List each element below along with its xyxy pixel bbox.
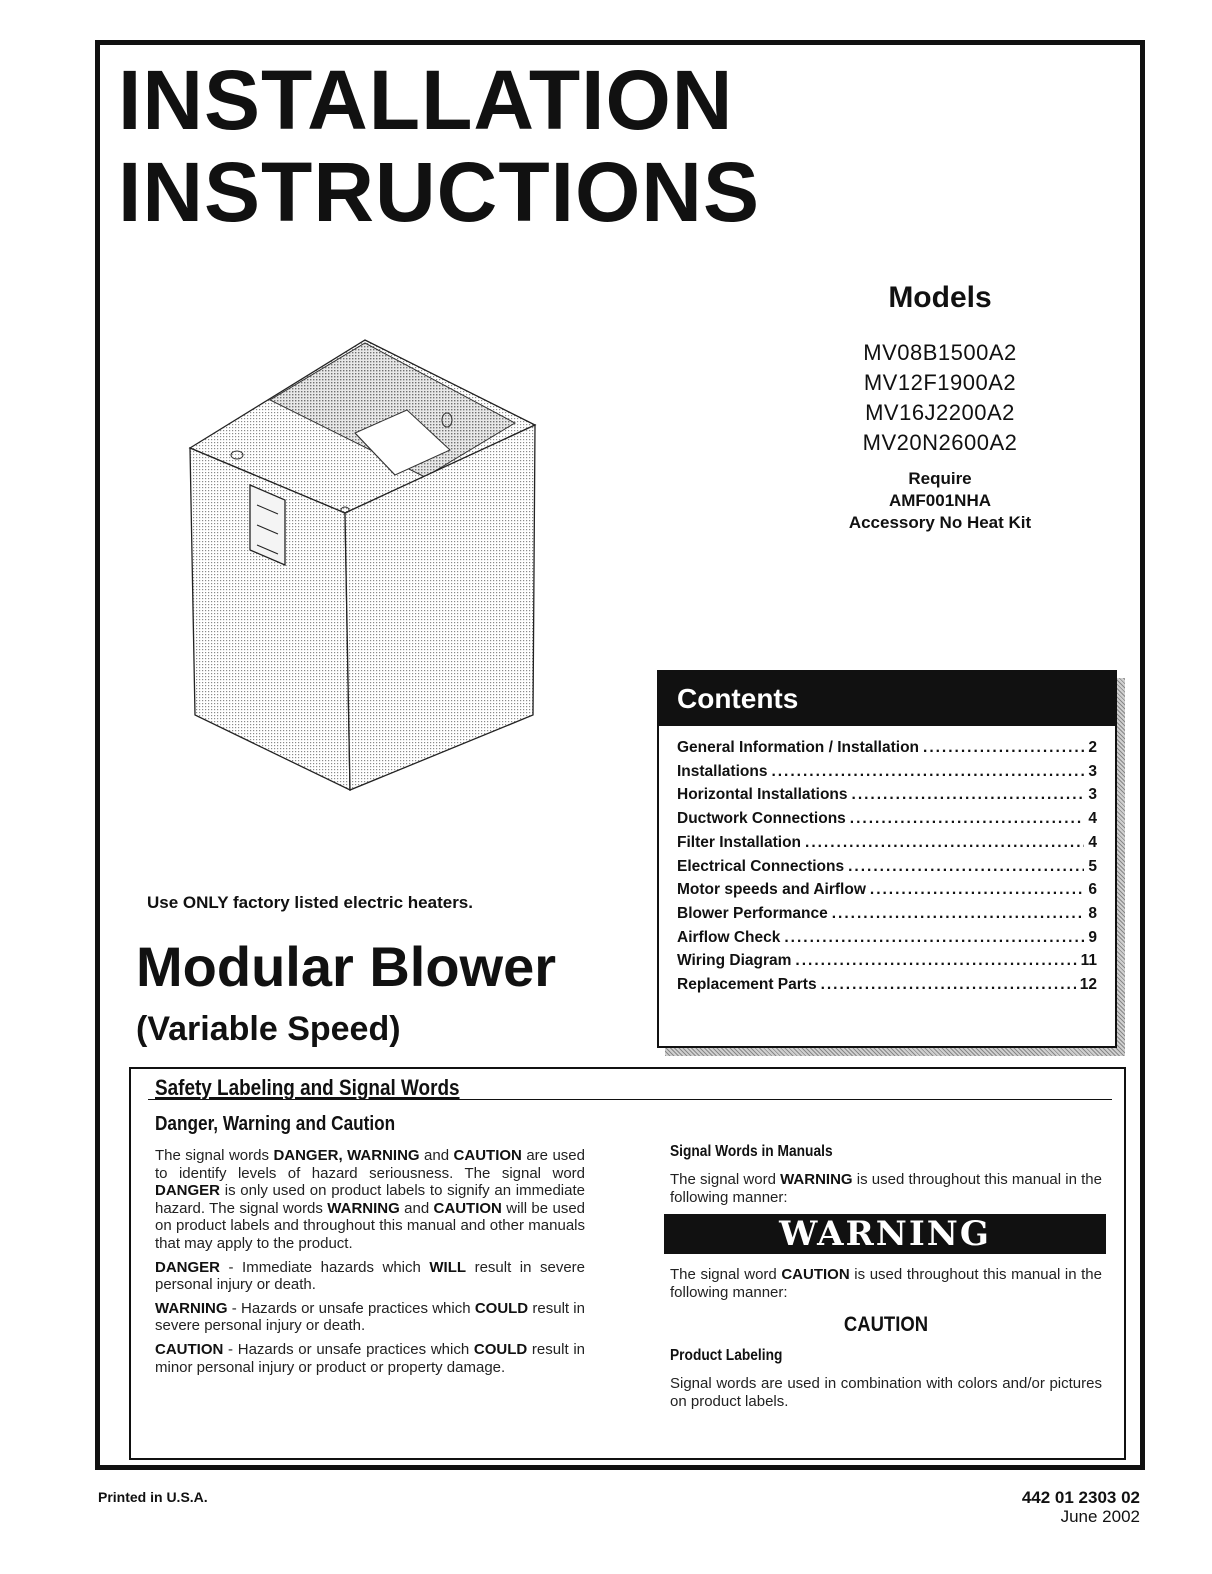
toc-entry-title: Ductwork Connections — [677, 810, 846, 828]
text-run: result in minor personal injury or product or property damage. — [155, 1340, 585, 1376]
bold-term: CAUTION — [453, 1147, 522, 1164]
require-accessory-note — [820, 468, 1060, 534]
toc-entry-page: 6 — [1088, 881, 1097, 899]
toc-entry[interactable] — [677, 926, 1097, 950]
toc-entry[interactable] — [677, 902, 1097, 926]
accessory-name: Accessory No Heat Kit — [848, 513, 1032, 532]
safety-left-column — [155, 1147, 585, 1382]
signal-words-paragraph — [155, 1147, 585, 1253]
main-title-line-2: INSTRUCTIONS — [118, 145, 760, 239]
product-labeling-heading: Product Labeling — [670, 1347, 783, 1365]
warning-banner: WARNING — [664, 1214, 1106, 1254]
toc-entry-title: Blower Performance — [677, 904, 828, 922]
warning-definition — [155, 1300, 585, 1335]
text-run: and — [399, 1199, 434, 1217]
bold-term: CAUTION — [433, 1199, 502, 1217]
toc-leader-dots — [923, 736, 1084, 760]
toc-entry[interactable] — [677, 783, 1097, 807]
caution-usage-paragraph — [670, 1266, 1102, 1301]
text-run: The signal word — [670, 1266, 782, 1284]
caution-definition — [155, 1341, 585, 1376]
toc-entry-page: 12 — [1079, 976, 1097, 994]
bold-term: COULD — [474, 1299, 529, 1317]
toc-entry[interactable] — [677, 878, 1097, 902]
danger-definition — [155, 1259, 585, 1294]
toc-entry-title: Filter Installation — [677, 833, 802, 851]
toc-entry-page: 3 — [1088, 762, 1097, 780]
toc-entry[interactable] — [677, 831, 1097, 855]
contents-heading: Contents — [659, 672, 1115, 726]
models-block — [820, 280, 1060, 534]
safety-heading-rule — [148, 1099, 1112, 1100]
danger-warning-caution-heading: Danger, Warning and Caution — [155, 1113, 396, 1135]
toc-entry[interactable] — [677, 949, 1097, 973]
accessory-part-number: AMF001NHA — [888, 491, 992, 510]
toc-entry[interactable] — [677, 973, 1097, 997]
text-run: - Immediate hazards which — [220, 1258, 430, 1276]
modular-blower-illustration — [175, 325, 545, 800]
require-label: Require — [908, 469, 972, 488]
text-run: result in severe personal injury or death. — [155, 1299, 585, 1335]
toc-entry-title: Installations — [677, 762, 768, 780]
bold-term: WARNING — [327, 1199, 400, 1217]
document-number: 442 01 2303 02 — [1021, 1488, 1140, 1507]
signal-words-in-manuals-heading: Signal Words in Manuals — [670, 1143, 833, 1160]
toc-leader-dots — [850, 807, 1085, 831]
text-run: is used throughout this manual in the following manner: — [670, 1266, 1102, 1301]
toc-leader-dots — [852, 783, 1085, 807]
product-subtitle: (Variable Speed) — [136, 1010, 401, 1048]
heater-note: Use ONLY factory listed electric heaters. — [147, 893, 473, 912]
bold-term: CAUTION — [781, 1266, 850, 1284]
toc-entry-page: 3 — [1088, 786, 1097, 804]
toc-entry-page: 8 — [1088, 904, 1097, 922]
models-heading: Models — [888, 281, 992, 314]
toc-entry-title: Replacement Parts — [677, 976, 817, 994]
toc-entry-page: 11 — [1080, 952, 1097, 970]
contents-list — [659, 726, 1115, 997]
bold-term: WARNING — [780, 1171, 853, 1188]
publication-date: June 2002 — [1060, 1507, 1140, 1526]
toc-leader-dots — [870, 878, 1084, 902]
text-run: The signal words — [155, 1147, 274, 1164]
main-title-line-1: INSTALLATION — [118, 53, 734, 147]
toc-entry-page: 2 — [1088, 739, 1097, 756]
toc-entry-title: Motor speeds and Airflow — [677, 881, 866, 899]
toc-entry-title: Airflow Check — [677, 928, 781, 946]
toc-entry-title: General Information / Installation — [677, 739, 920, 756]
text-run: - Hazards or unsafe practices which — [227, 1299, 475, 1317]
toc-entry[interactable] — [677, 736, 1097, 760]
bold-term: DANGER — [155, 1258, 221, 1276]
safety-right-column — [670, 1143, 1102, 1417]
text-run: and — [419, 1147, 454, 1164]
contents-box — [657, 670, 1117, 1048]
bold-term: CAUTION — [155, 1340, 224, 1358]
toc-entry-page: 4 — [1088, 833, 1097, 851]
model-number: MV08B1500A2 — [863, 340, 1017, 365]
toc-leader-dots — [784, 926, 1084, 950]
caution-example-word: CAUTION — [843, 1313, 929, 1337]
toc-entry[interactable] — [677, 760, 1097, 784]
toc-entry[interactable] — [677, 807, 1097, 831]
text-run: - Hazards or unsafe practices which — [223, 1340, 474, 1358]
bold-term: WILL — [429, 1258, 467, 1276]
toc-entry-title: Horizontal Installations — [677, 786, 848, 804]
safety-heading: Safety Labeling and Signal Words — [155, 1075, 460, 1100]
toc-entry-page: 4 — [1088, 810, 1097, 828]
text-run: will be used on product labels and throughout this manual and other manuals that may apply to the product. — [155, 1199, 586, 1252]
text-run: is used throughout this manual in the following manner: — [670, 1171, 1102, 1206]
product-title: Modular Blower — [136, 935, 557, 998]
text-run: result in severe personal injury or death. — [155, 1258, 585, 1294]
model-number: MV12F1900A2 — [863, 370, 1017, 395]
toc-leader-dots — [771, 760, 1084, 784]
bold-term: WARNING — [155, 1299, 228, 1317]
bold-term: DANGER, WARNING — [273, 1147, 420, 1164]
printed-in-note: Printed in U.S.A. — [98, 1489, 208, 1505]
warning-usage-paragraph — [670, 1171, 1102, 1206]
bold-term: COULD — [473, 1340, 528, 1358]
model-number: MV20N2600A2 — [862, 430, 1018, 455]
product-labeling-paragraph: Signal words are used in combination with colors and/or pictures on product labels. — [670, 1375, 1102, 1410]
bold-term: DANGER — [155, 1182, 221, 1200]
toc-entry-title: Electrical Connections — [677, 857, 845, 875]
toc-leader-dots — [805, 831, 1084, 855]
toc-leader-dots — [848, 855, 1084, 879]
text-run: The signal word — [670, 1171, 781, 1188]
text-run: is only used on product labels to signify an immediate hazard. The signal words — [155, 1182, 585, 1217]
toc-entry[interactable] — [677, 855, 1097, 879]
toc-leader-dots — [832, 902, 1085, 926]
toc-entry-page: 5 — [1088, 857, 1097, 875]
toc-entry-page: 9 — [1088, 928, 1097, 946]
toc-leader-dots — [821, 973, 1076, 997]
model-number: MV16J2200A2 — [865, 400, 1015, 425]
text-run: are used to identify levels of hazard seriousness. The signal word — [155, 1147, 585, 1182]
toc-entry-title: Wiring Diagram — [677, 952, 792, 970]
toc-leader-dots — [795, 949, 1076, 973]
